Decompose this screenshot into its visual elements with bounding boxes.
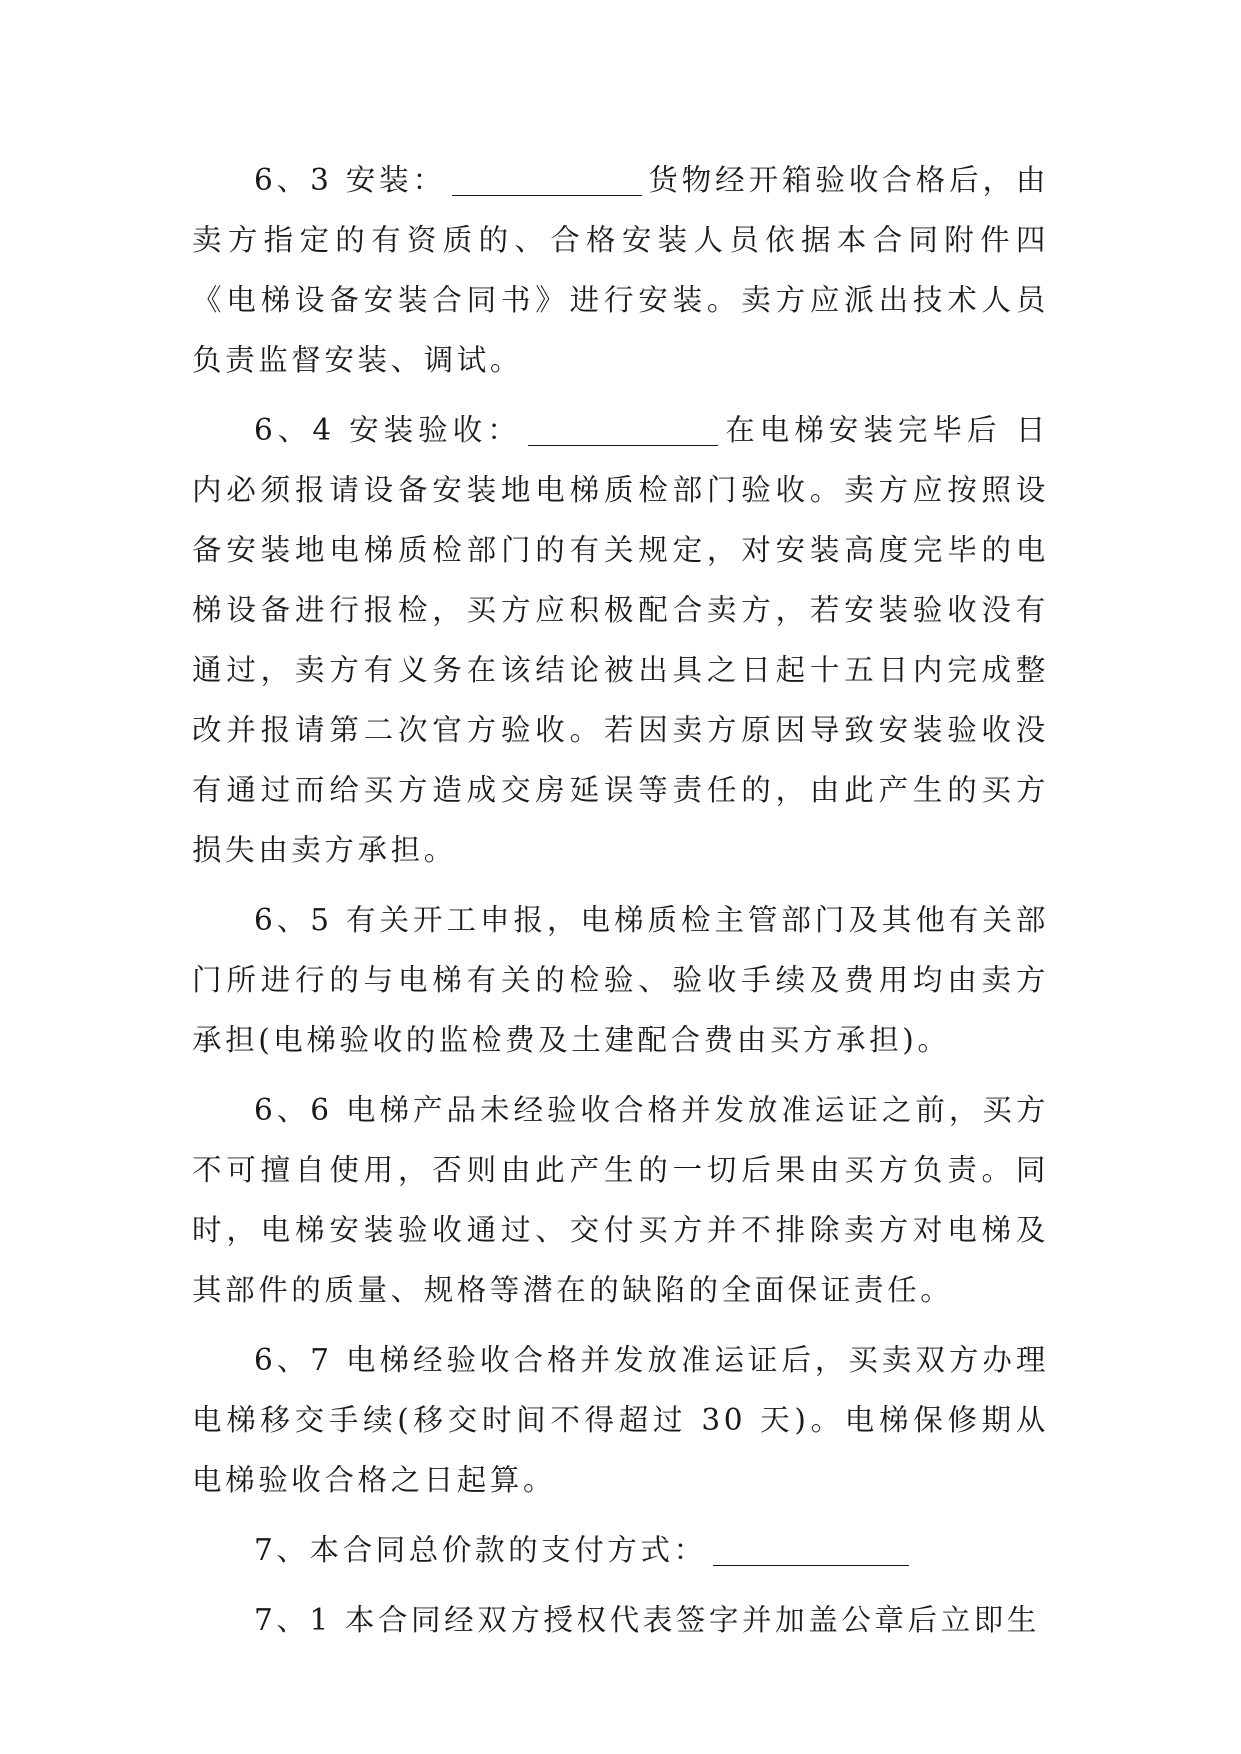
clause-6-4 <box>192 400 1049 880</box>
clause-6-3 <box>192 150 1049 390</box>
clause-7-1: 7、1 本合同经双方授权代表签字并加盖公章后立即生 <box>254 1603 1040 1637</box>
clause-6-3-text: 货物经开箱验收合格后，由卖方指定的有资质的、合格安装人员依据本合同附件四《电梯设备安装合同书》进行安装。卖方应派出技术人员负责监督安装、调试。 <box>192 163 1049 377</box>
clause-6-6: 6、6 电梯产品未经验收合格并发放准运证之前，买方不可擅自使用，否则由此产生的一切后果由买方负责。同时，电梯安装验收通过、交付买方并不排除卖方对电梯及其部件的质量、规格等潜在的缺陷的全面保证责任。 <box>192 1093 1049 1307</box>
clause-6-3-heading: 6、3 安装： <box>254 163 447 197</box>
clause-6-4-text: 在电梯安装完毕后 日内必须报请设备安装地电梯质检部门验收。卖方应按照设备安装地电梯质检部门的有关规定，对安装高度完毕的电梯设备进行报检，买方应积极配合卖方，若安装验收没有通过，卖方有义务在该结论被出具之日起十五日内完成整改并报请第二次官方验收。若因卖方原因导致安装验收没有通过而给买方造成交房延误等责任的，由此产生的买方损失由卖方承担。 <box>192 413 1049 867</box>
clause-6-7: 6、7 电梯经验收合格并发放准运证后，买卖双方办理电梯移交手续(移交时间不得超过 30 天)。电梯保修期从电梯验收合格之日起算。 <box>192 1343 1049 1497</box>
clause-7 <box>192 1520 1049 1580</box>
clause-6-5: 6、5 有关开工申报，电梯质检主管部门及其他有关部门所进行的与电梯有关的检验、验收手续及费用均由卖方承担(电梯验收的监检费及土建配合费由买方承担)。 <box>192 903 1049 1057</box>
clause-7-heading: 7、本合同总价款的支付方式： <box>254 1533 707 1567</box>
fill-in-blank <box>452 159 642 196</box>
fill-in-blank <box>528 409 718 446</box>
fill-in-blank <box>713 1529 909 1566</box>
contract-body <box>192 150 1049 1660</box>
clause-6-4-heading: 6、4 安装验收： <box>254 413 522 447</box>
